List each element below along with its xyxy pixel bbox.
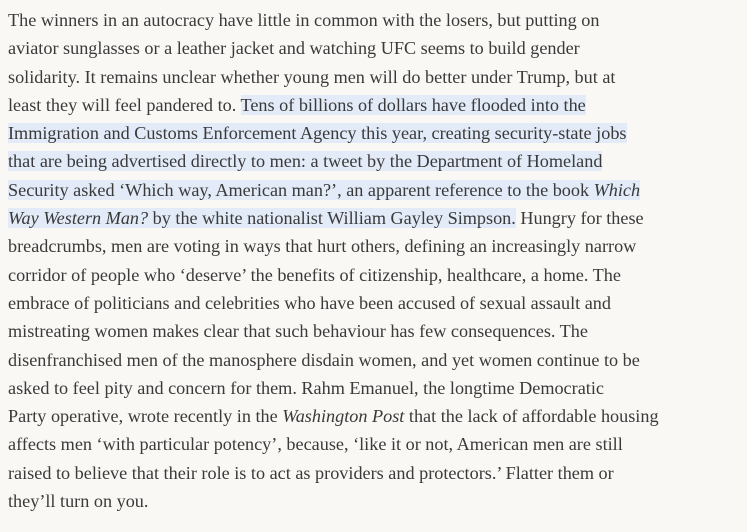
article-paragraph (8, 6, 744, 515)
text-line (8, 402, 744, 430)
text-line (8, 204, 744, 232)
text-segment: least they will feel pandered to. (8, 94, 237, 115)
highlighted-text[interactable]: Tens of billions of dollars have flooded into the (240, 94, 586, 115)
text-line: solidarity. It remains unclear whether young men will do better under Trump, but at (8, 66, 616, 87)
text-line: aviator sunglasses or a leather jacket and watching UFC seems to build gender (8, 38, 580, 59)
text-segment: Security asked ‘Which way, American man?’, an apparent reference to the book (8, 179, 590, 200)
text-line: disenfranchised men of the manosphere disdain women, and yet women continue to be (8, 349, 640, 370)
text-line: affects men ‘with particular potency’, because, ‘like it or not, American men are still (8, 434, 623, 455)
text-line (8, 119, 744, 147)
text-line: corridor of people who ‘deserve’ the benefits of citizenship, healthcare, a home. The (8, 264, 621, 285)
book-title-italic: Which (593, 179, 641, 200)
text-line: asked to feel pity and concern for them. Rahm Emanuel, the longtime Democratic (8, 377, 604, 398)
text-line (8, 147, 744, 175)
highlighted-text[interactable] (8, 180, 640, 200)
text-line (8, 91, 744, 119)
text-segment: Party operative, wrote recently in the (8, 406, 278, 427)
text-segment: by the white nationalist William Gayley Simpson. (152, 208, 516, 229)
text-line: mistreating women makes clear that such behaviour has few consequences. The (8, 321, 588, 342)
book-title-italic: Way Western Man? (8, 208, 149, 229)
publication-title-italic: Washington Post (282, 406, 405, 427)
highlighted-text[interactable]: that are being advertised directly to men: a tweet by the Department of Homeland (8, 151, 603, 172)
text-line: embrace of politicians and celebrities who have been accused of sexual assault and (8, 292, 611, 313)
text-line: The winners in an autocracy have little in common with the losers, but putting on (8, 10, 600, 30)
text-line: they’ll turn on you. (8, 491, 149, 512)
text-segment: that the lack of affordable housing (408, 406, 659, 427)
highlighted-text[interactable] (8, 208, 516, 228)
text-line (8, 176, 744, 204)
highlighted-text[interactable]: Immigration and Customs Enforcement Agency this year, creating security-state jobs (8, 123, 627, 144)
text-line: breadcrumbs, men are voting in ways that hurt others, defining an increasingly narrow (8, 236, 637, 257)
text-segment: Hungry for these (520, 208, 644, 229)
text-line: raised to believe that their role is to act as providers and protectors.’ Flatter them or (8, 462, 614, 483)
